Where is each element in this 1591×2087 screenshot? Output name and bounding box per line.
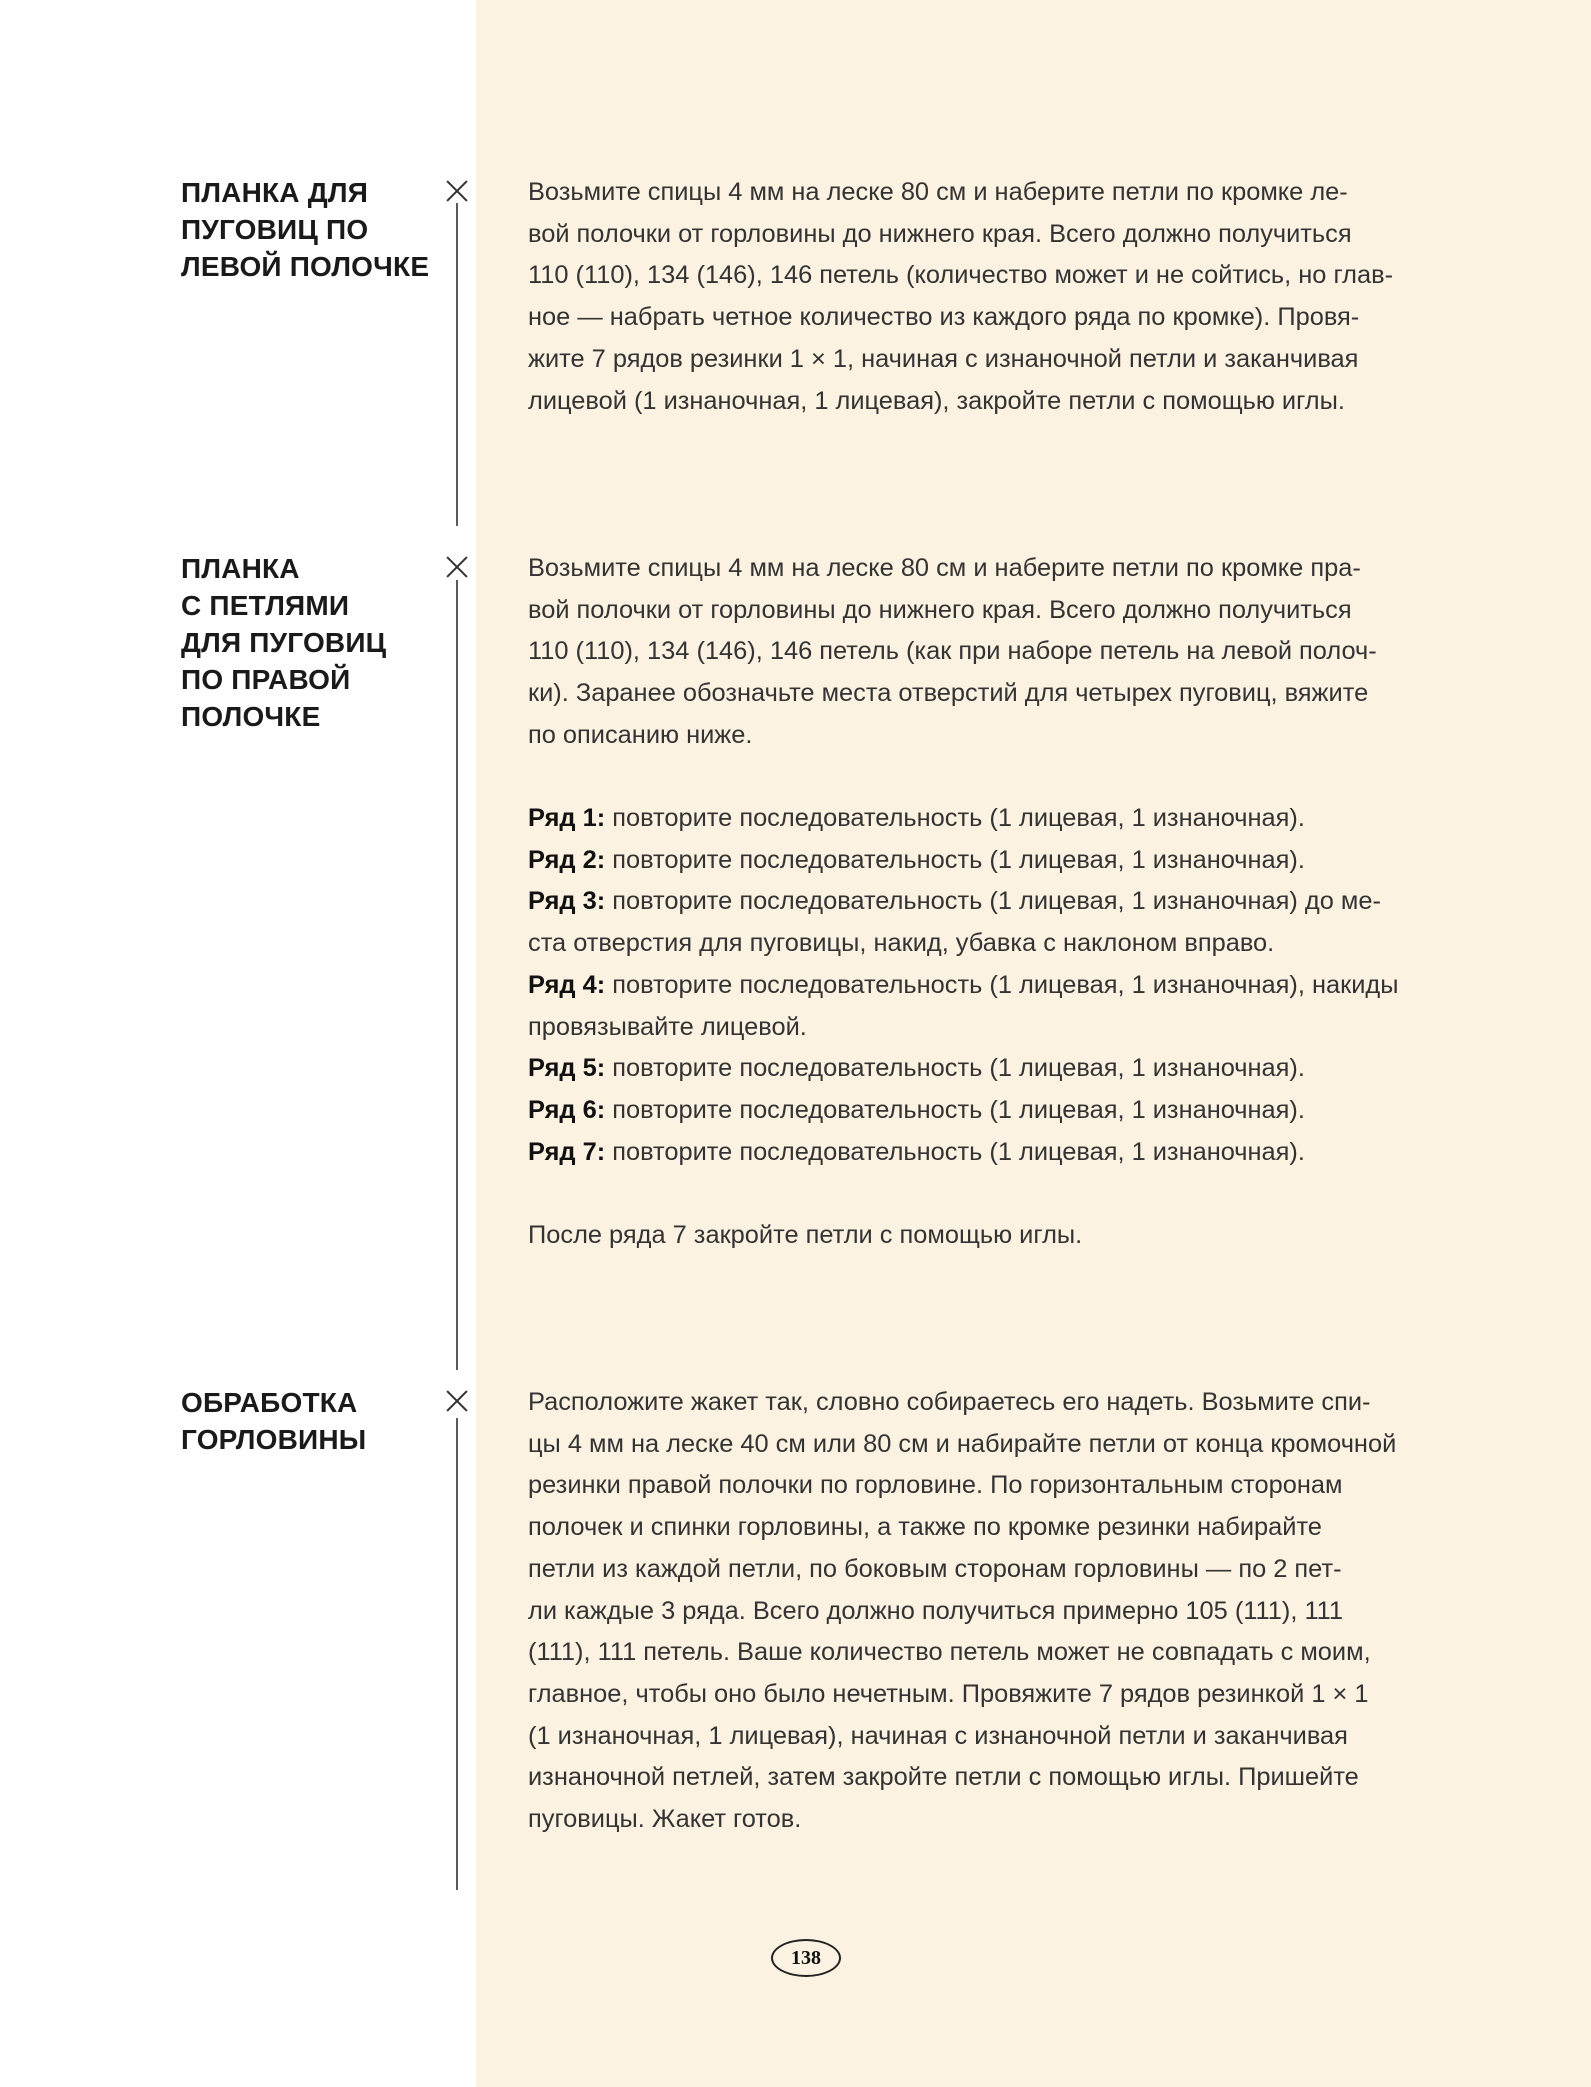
divider-line-1 <box>456 203 458 526</box>
row-7: Ряд 7: повторите последовательность (1 лицевая, 1 изнаночная). <box>528 1137 1305 1166</box>
row-1: Ряд 1: повторите последовательность (1 лицевая, 1 изнаночная). <box>528 804 1305 832</box>
section-text-neckline: Расположите жакет так, словно собираетесь его надеть. Возьмите спи- цы 4 мм на леске 40 см или 80 см и набирайте петли от конца кромочной резинки правой полочки по горловине. По горизонтальным сторонам полочек и спинки горловины, а также по кромке резинки набирайте петли из каждой петли, по боковым сторонам горловины — по 2 пет- ли каждые 3 ряда. Всего должно получиться примерно 105 (111), 111 (111), 111 петель. Ваше количество петель может не совпадать с моим, главное, чтобы оно было нечетным. Провяжите 7 рядов резинкой 1 × 1 (1 изнаночная, 1 лицевая), начиная с изнаночной петли и заканчивая изнаночной петлей, затем закройте петли с помощью иглы. Пришейте пуговицы. Жакет готов. <box>528 1388 1397 1834</box>
divider-line-2 <box>456 580 458 1370</box>
row-4-continuation: провязывайте лицевой. <box>528 1012 807 1041</box>
section-heading-left-placket: ПЛАНКА ДЛЯ ПУГОВИЦ ПО ЛЕВОЙ ПОЛОЧКЕ <box>181 177 430 282</box>
divider-line-3 <box>456 1418 458 1890</box>
section-heading-neckline: ОБРАБОТКА ГОРЛОВИНЫ <box>181 1387 367 1455</box>
row-6: Ряд 6: повторите последовательность (1 лицевая, 1 изнаночная). <box>528 1095 1305 1124</box>
row-5: Ряд 5: повторите последовательность (1 лицевая, 1 изнаночная). <box>528 1054 1305 1083</box>
section-heading-right-placket: ПЛАНКА С ПЕТЛЯМИ ДЛЯ ПУГОВИЦ ПО ПРАВОЙ ПОЛОЧКЕ <box>181 553 387 732</box>
section-text-right-placket: Возьмите спицы 4 мм на леске 80 см и наберите петли по кромке пра- вой полочки от горловины до нижнего края. Всего должно получиться 110 (110), 134 (146), 146 петель (как при наборе петель на левой полоч- ки). Заранее обозначьте места отверстий для четырех пуговиц, вяжите по описанию ниже. <box>528 554 1377 749</box>
closing-instruction: После ряда 7 закройте петли с помощью иглы. <box>528 1221 1083 1249</box>
section-text-left-placket: Возьмите спицы 4 мм на леске 80 см и наберите петли по кромке ле- вой полочки от горловины до нижнего края. Всего должно получиться 110 (110), 134 (146), 146 петель (количество может и не сойтись, но глав- ное — набрать четное количество из каждого ряда по кромке). Провя- жите 7 рядов резинки 1 × 1, начиная с изнаночной петли и заканчивая лицевой (1 изнаночная, 1 лицевая), закройте петли с помощью иглы. <box>528 178 1394 415</box>
page-number: 138 <box>771 1939 841 1977</box>
row-3-continuation: ста отверстия для пуговицы, накид, убавка с наклоном вправо. <box>528 929 1275 958</box>
row-4: Ряд 4: повторите последовательность (1 лицевая, 1 изнаночная), накиды <box>528 970 1399 999</box>
row-2: Ряд 2: повторите последовательность (1 лицевая, 1 изнаночная). <box>528 845 1305 874</box>
row-instructions <box>528 798 1428 1173</box>
row-3: Ряд 3: повторите последовательность (1 лицевая, 1 изнаночная) до ме- <box>528 887 1381 916</box>
